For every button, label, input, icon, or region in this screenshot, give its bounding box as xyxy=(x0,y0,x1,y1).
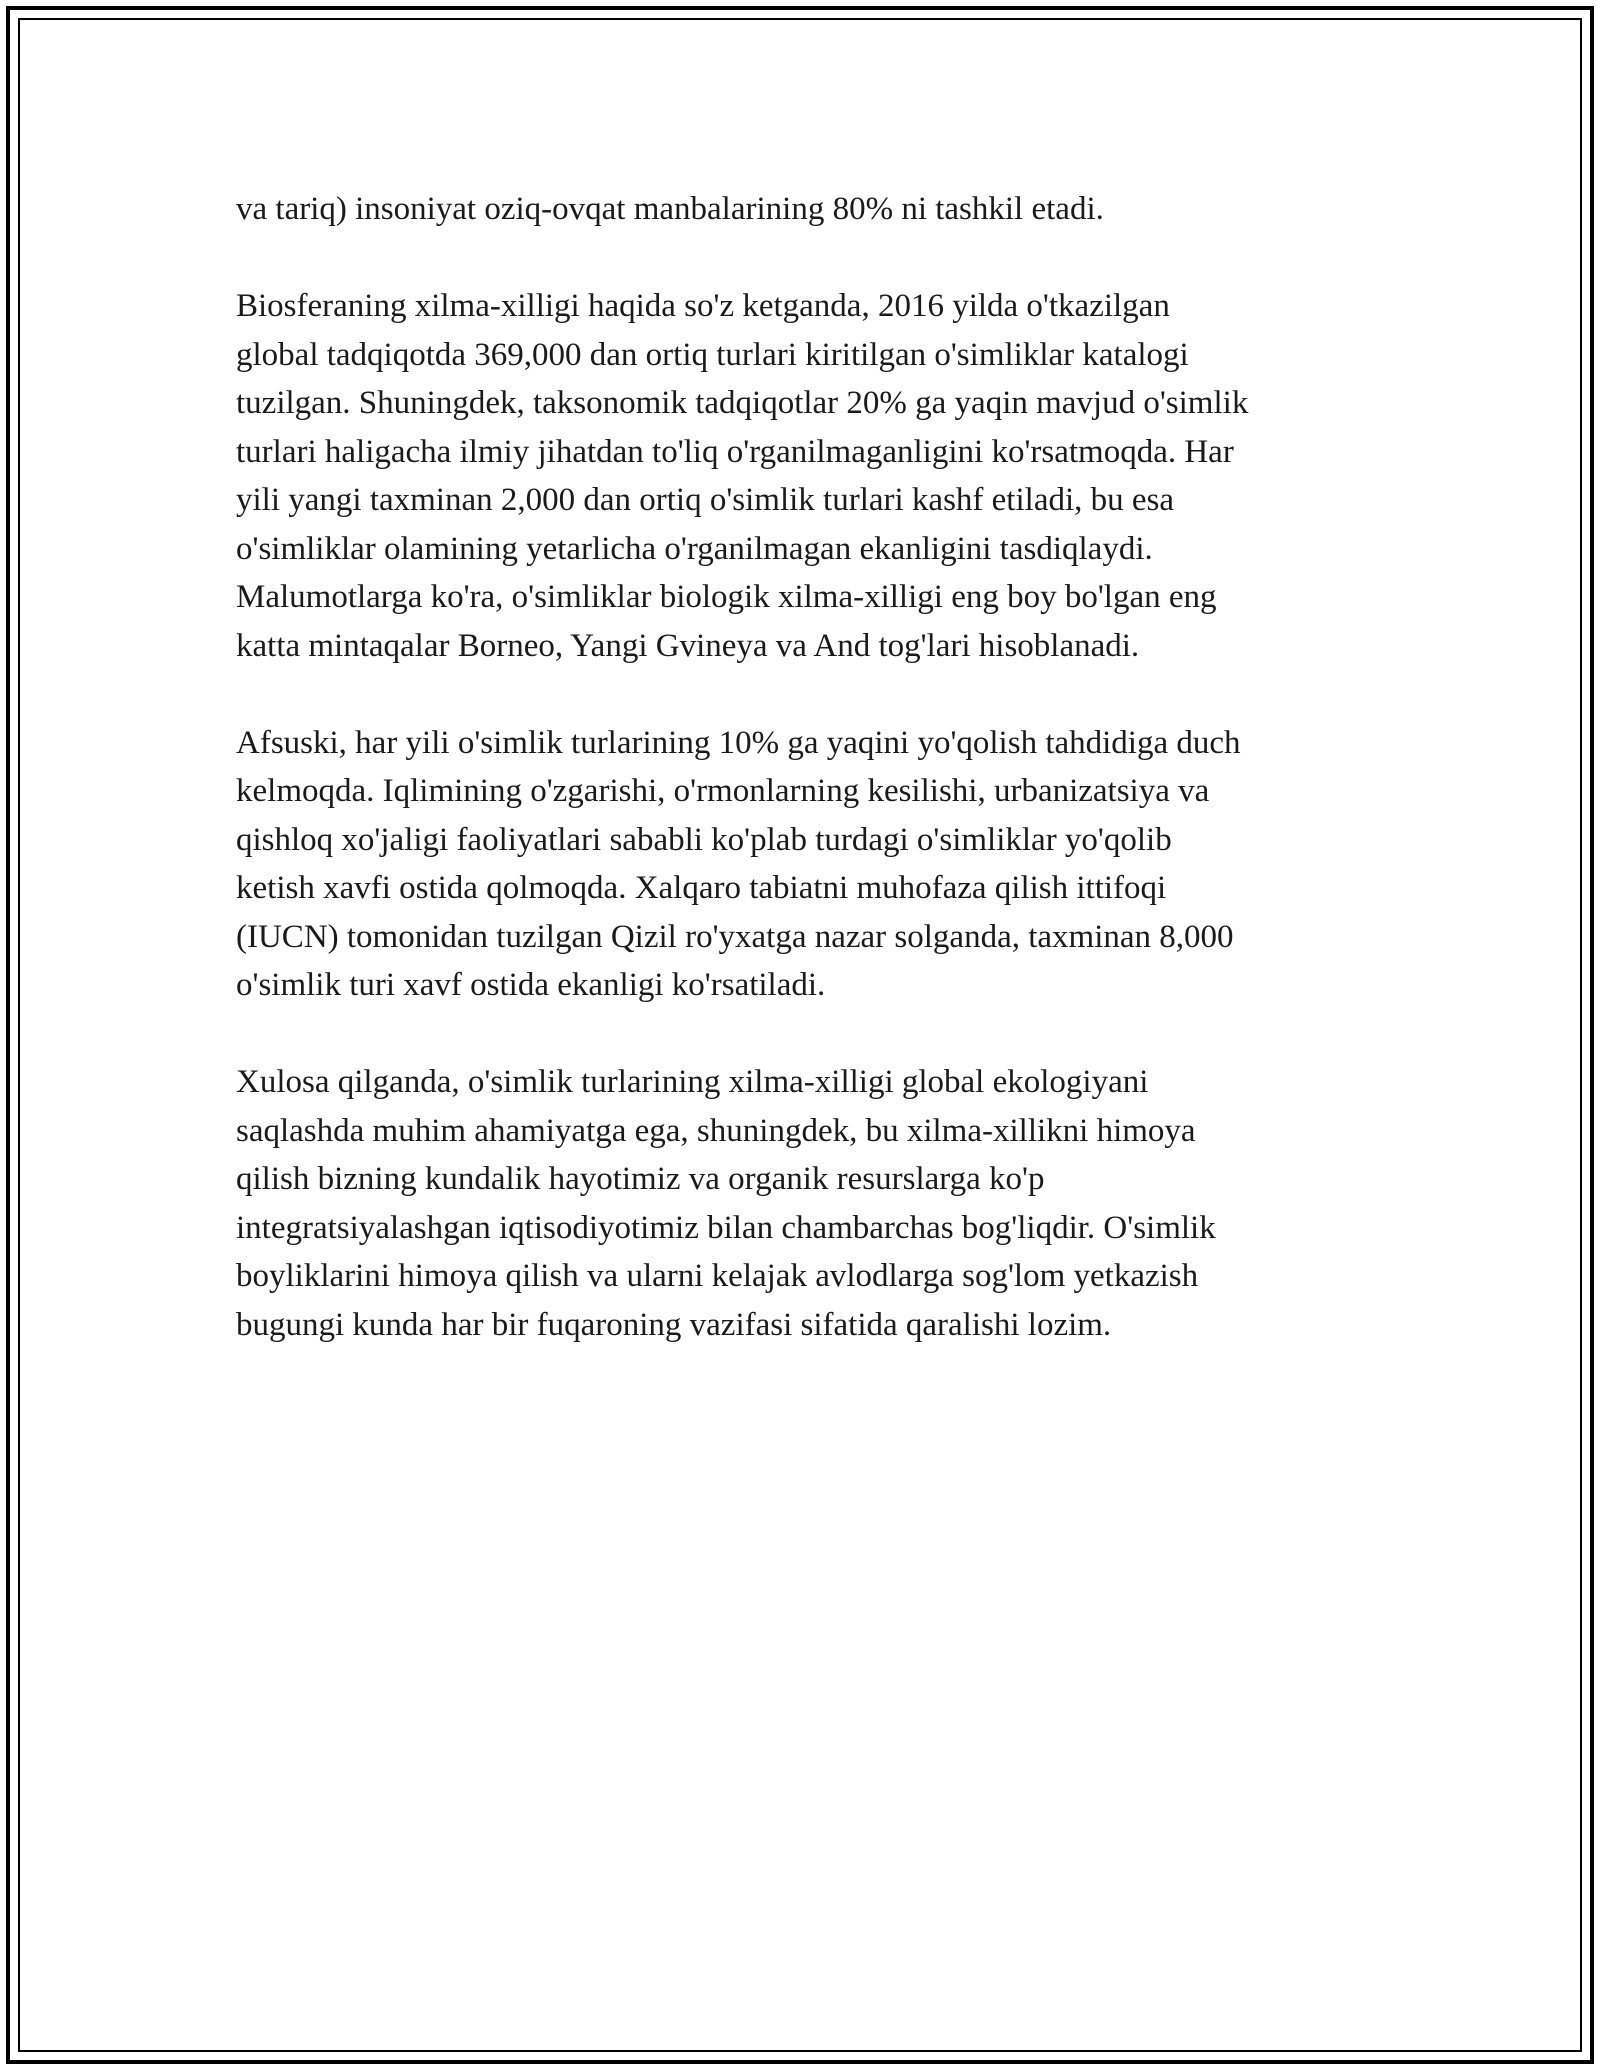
text-line: kelmoqda. Iqlimining o'zgarishi, o'rmonlarning kesilishi, urbanizatsiya va xyxy=(236,773,1210,809)
text-line: o'simliklar olamining yetarlicha o'rganilmagan ekanligini tasdiqlaydi. xyxy=(236,530,1153,567)
text-line: bugungi kunda har bir fuqaroning vazifasi sifatida qaralishi lozim. xyxy=(236,1306,1112,1343)
text-line: boyliklarini himoya qilish va ularni kelajak avlodlarga sog'lom yetkazish xyxy=(236,1258,1199,1294)
paragraph-1 xyxy=(236,185,1376,234)
text-line: va tariq) insoniyat oziq-ovqat manbalarining 80% ni tashkil etadi. xyxy=(236,191,1104,227)
document-body xyxy=(236,185,1376,1398)
text-line: Biosferaning xilma-xilligi haqida so'z ketganda, 2016 yilda o'tkazilgan xyxy=(236,288,1170,324)
text-line: integratsiyalashgan iqtisodiyotimiz bilan chambarchas bog'liqdir. O'simlik xyxy=(236,1209,1216,1246)
paragraph-4 xyxy=(236,1058,1376,1349)
text-line: Xulosa qilganda, o'simlik turlarining xilma-xilligi global ekologiyani xyxy=(236,1064,1149,1100)
text-line: saqlashda muhim ahamiyatga ega, shuningdek, bu xilma-xillikni himoya xyxy=(236,1112,1196,1149)
text-line: ketish xavfi ostida qolmoqda. Xalqaro tabiatni muhofaza qilish ittifoqi xyxy=(236,870,1167,906)
text-line: Afsuski, har yili o'simlik turlarining 10% ga yaqini yo'qolish tahdidiga duch xyxy=(236,724,1241,761)
text-line: Malumotlarga ko'ra, o'simliklar biologik xilma-xilligi eng boy bo'lgan eng xyxy=(236,579,1217,615)
text-line: qishloq xo'jaligi faoliyatlari sababli ko'plab turdagi o'simliklar yo'qolib xyxy=(236,821,1172,858)
text-line: qilish bizning kundalik hayotimiz va organik resurslarga ko'p xyxy=(236,1161,1045,1197)
text-line: tuzilgan. Shuningdek, taksonomik tadqiqotlar 20% ga yaqin mavjud o'simlik xyxy=(236,385,1249,421)
text-line: global tadqiqotda 369,000 dan ortiq turlari kiritilgan o'simliklar katalogi xyxy=(236,336,1189,373)
paragraph-3 xyxy=(236,719,1376,1010)
paragraph-2 xyxy=(236,282,1376,670)
text-line: turlari haligacha ilmiy jihatdan to'liq o'rganilmaganligini ko'rsatmoqda. Har xyxy=(236,433,1234,470)
text-line: katta mintaqalar Borneo, Yangi Gvineya va And tog'lari hisoblanadi. xyxy=(236,627,1140,664)
text-line: o'simlik turi xavf ostida ekanligi ko'rsatiladi. xyxy=(236,967,826,1003)
text-line: (IUCN) tomonidan tuzilgan Qizil ro'yxatga nazar solganda, taxminan 8,000 xyxy=(236,918,1234,955)
text-line: yili yangi taxminan 2,000 dan ortiq o'simlik turlari kashf etiladi, bu esa xyxy=(236,482,1175,518)
